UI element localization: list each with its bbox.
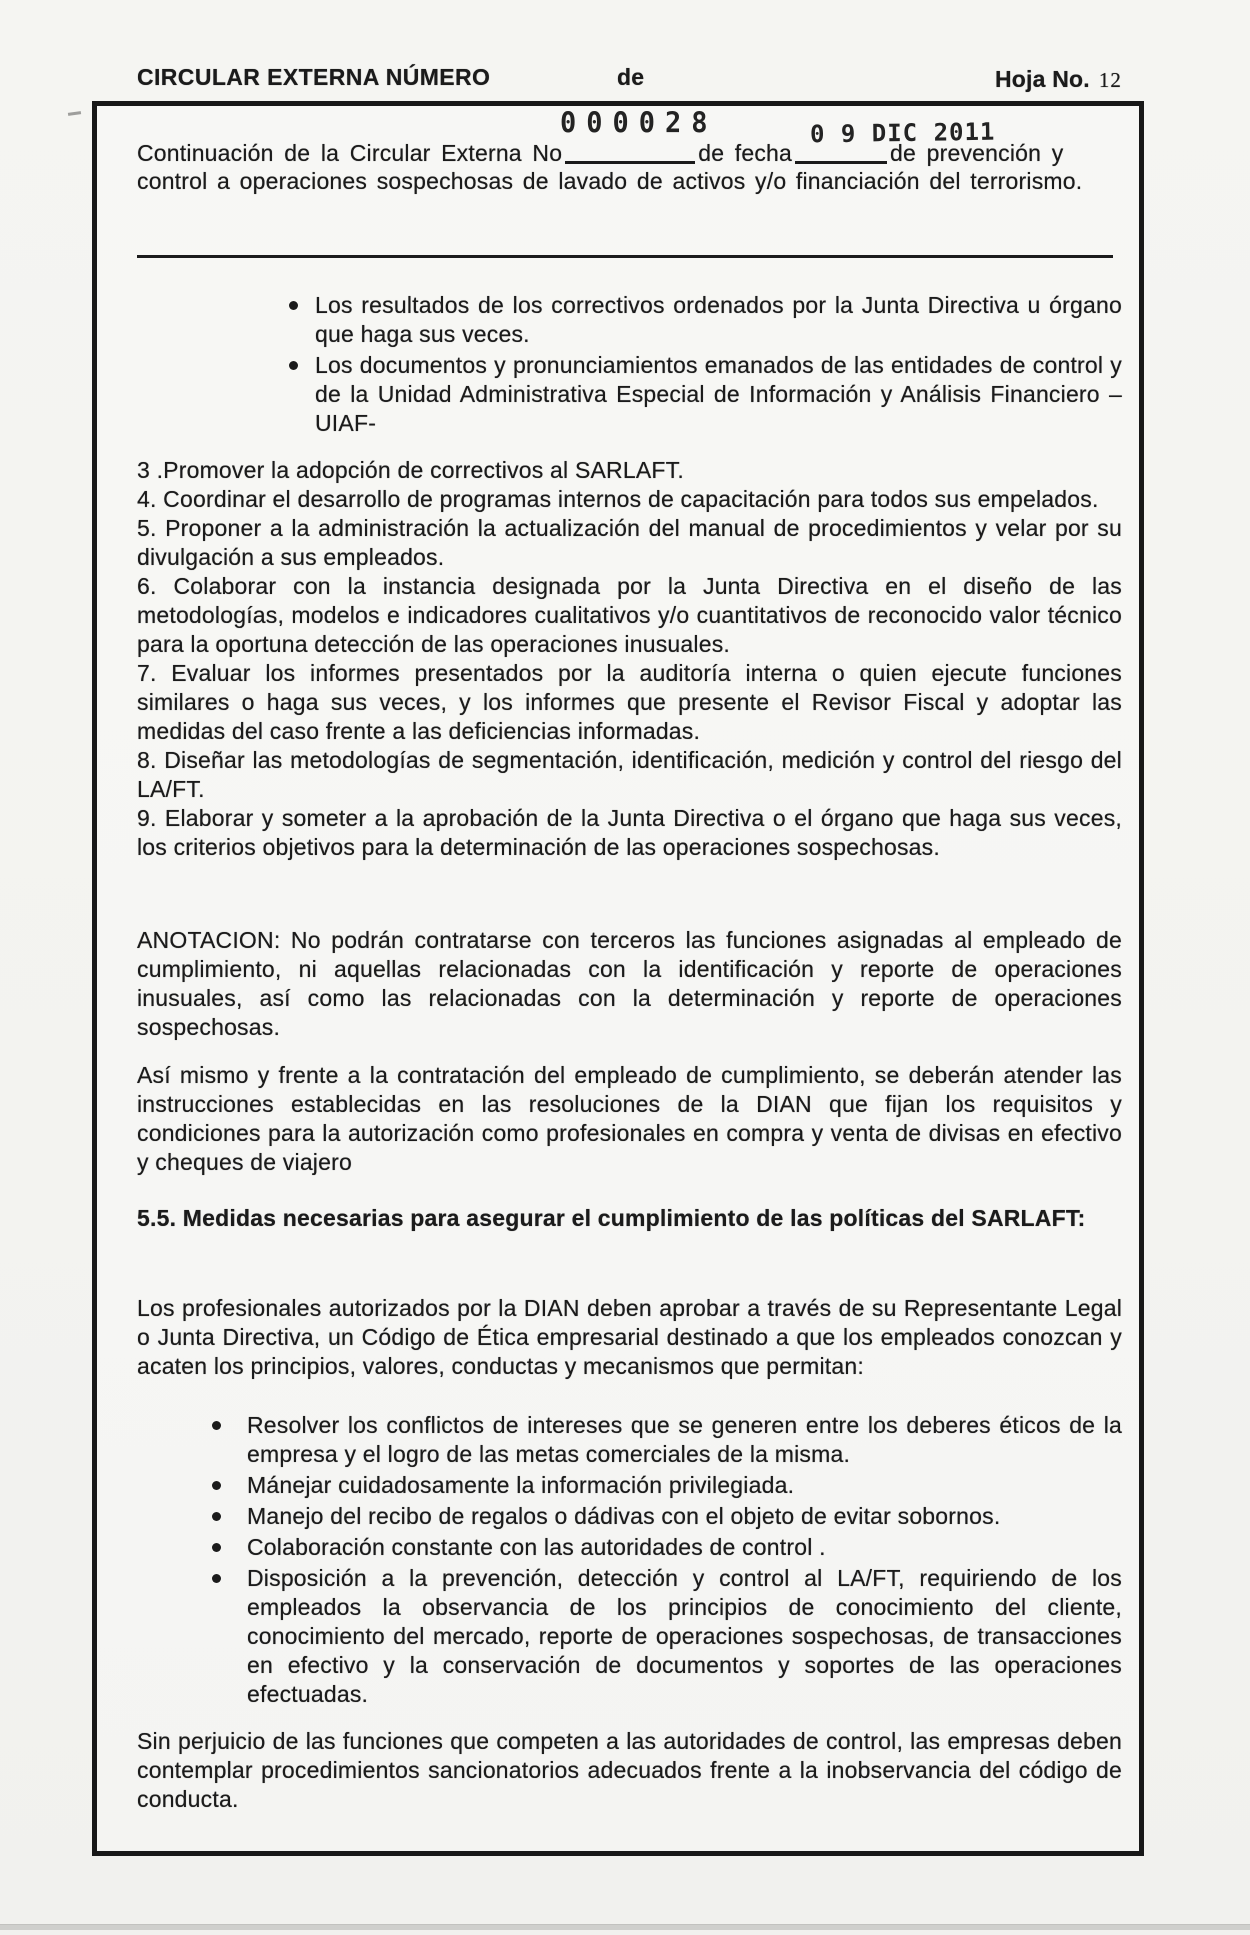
list-item: 5. Proponer a la administración la actualización del manual de procedimientos y velar por su divulgación a sus empleados. [137,515,1122,570]
list-item: 3 .Promover la adopción de correctivos al SARLAFT. [137,457,684,483]
ethics-bullet-list [210,1411,1122,1711]
list-item: 9. Elaborar y someter a la aprobación de la Junta Directiva o el órgano que haga sus veces, los criterios objetivos para la determinación de las operaciones sospechosas. [137,805,1122,860]
list-item: Disposición a la prevención, detección y control al LA/FT, requiriendo de los empleados la observancia de los principios de conocimiento del cliente, conocimiento del mercado, reporte de operaciones sospechosas, de transacciones en efectivo y la conservación de documentos y soportes de las operaciones efectuadas. [210,1564,1122,1709]
results-bullet-list [287,291,1122,440]
list-item: 8. Diseñar las metodologías de segmentación, identificación, medición y control del riesgo del LA/FT. [137,747,1122,802]
list-item: Colaboración constante con las autoridades de control . [210,1533,1122,1562]
list-item: Resolver los conflictos de intereses que se generen entre los deberes éticos de la empresa y el logro de las metas comerciales de la misma. [210,1411,1122,1469]
header-de-label: de [617,64,645,90]
continuation-text-after-date: de prevención y [890,140,1064,166]
anotacion-paragraph: ANOTACION: No podrán contratarse con terceros las funciones asignadas al empleado de cumplimiento, ni aquellas relacionadas con la identificación y reporte de operaciones inusuales, así como las relacionadas con la determinación y reporte de operaciones sospechosas. [137,927,1122,1040]
section-5-5-heading: 5.5. Medidas necesarias para asegurar el cumplimiento de las políticas del SARLAFT: [137,1205,1086,1231]
circular-title: CIRCULAR EXTERNA NÚMERO [137,64,491,90]
list-item: Mánejar cuidadosamente la información privilegiada. [210,1471,1122,1500]
sin-perjuicio-paragraph: Sin perjuicio de las funciones que competen a las autoridades de control, las empresas deben contemplar procedimientos sancionatorios adecuados frente a la inobservancia del código de conducta. [137,1728,1122,1812]
consecutive-number-stamp: 000028 [560,107,718,140]
scan-edge-shadow [0,1924,1250,1930]
number-blank-field [565,141,695,164]
list-item: Los documentos y pronunciamientos emanados de las entidades de control y de la Unidad Administrativa Especial de Información y Análisis Financiero – UIAF- [287,351,1122,438]
page-number: 12 [1098,68,1122,92]
continuation-line-2: control a operaciones sospechosas de lavado de activos y/o financiación del terrorismo. [137,168,1083,194]
scan-artifact-dash [68,111,81,116]
numbered-duties-list [137,456,1122,862]
list-item: Manejo del recibo de regalos o dádivas con el objeto de evitar sobornos. [210,1502,1122,1531]
date-stamp: 0 9 DIC 2011 [809,117,996,149]
continuation-text-de-fecha: de fecha [698,140,793,166]
list-item: 7. Evaluar los informes presentados por la auditoría interna o quien ejecute funciones similares o haga sus veces, y los informes que presente el Revisor Fiscal y adoptar las medidas del caso frente a las deficiencias informadas. [137,660,1122,744]
profesionales-paragraph: Los profesionales autorizados por la DIAN deben aprobar a través de su Representante Legal o Junta Directiva, un Código de Ética empresarial destinado a que los empleados conozcan y acaten los principios, valores, conductas y mecanismos que permitan: [137,1295,1122,1379]
list-item: 6. Colaborar con la instancia designada por la Junta Directiva en el diseño de las metodologías, modelos e indicadores cualitativos y/o cuantitativos de reconocido valor técnico para la oportuna detección de las operaciones inusuales. [137,573,1122,657]
list-item: Los resultados de los correctivos ordenados por la Junta Directiva u órgano que haga sus veces. [287,291,1122,349]
hoja-label: Hoja No. [995,66,1090,92]
separator-line [137,255,1113,258]
page-number-label [995,66,1122,93]
continuation-text-before-number: Continuación de la Circular Externa No [137,140,563,166]
asi-mismo-paragraph: Así mismo y frente a la contratación del empleado de cumplimiento, se deberán atender las instrucciones establecidas en las resoluciones de la DIAN que fijan los requisitos y condiciones para la autorización como profesionales en compra y venta de divisas en efectivo y cheques de viajero [137,1062,1122,1175]
list-item: 4. Coordinar el desarrollo de programas internos de capacitación para todos sus empelados. [137,486,1099,512]
